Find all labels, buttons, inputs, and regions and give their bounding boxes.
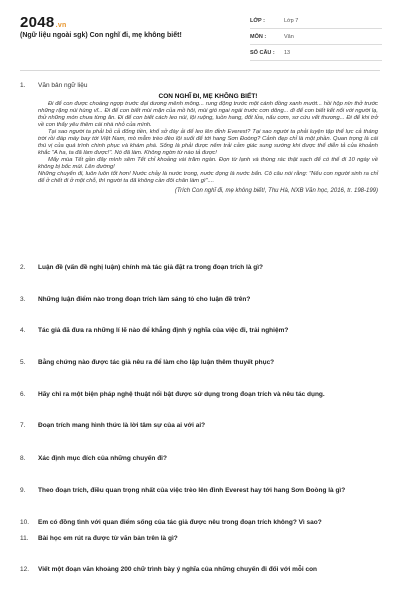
question-text: Xác định mục đích của những chuyến đi? bbox=[38, 455, 167, 462]
header-divider bbox=[20, 70, 380, 71]
section-label: Văn bản ngữ liệu bbox=[38, 82, 88, 89]
meta-value: Lớp 7 bbox=[284, 17, 299, 24]
meta-count-row bbox=[250, 45, 382, 61]
question-text: Em có đồng tình với quan điểm sống của tác giả được nêu trong đoạn trích không? Vì sao? bbox=[38, 519, 322, 526]
meta-value: 13 bbox=[284, 49, 291, 56]
question-text: Hãy chỉ ra một biện pháp nghệ thuật nổi bật được sử dụng trong đoạn trích và nêu tác dụng. bbox=[38, 391, 325, 398]
passage-title: CON NGHĨ ĐI, MẸ KHÔNG BIẾT! bbox=[158, 93, 258, 100]
question-text: Tác giả đã đưa ra những lí lẽ nào để khẳng định ý nghĩa của việc đi, trải nghiệm? bbox=[38, 327, 289, 334]
meta-label: MÔN : bbox=[250, 33, 267, 40]
meta-label: LỚP : bbox=[250, 17, 265, 24]
document-title: (Ngữ liệu ngoài sgk) Con nghĩ đi, mẹ không biết! bbox=[20, 32, 182, 39]
passage-paragraph: Đi để con được choáng ngợp trước đại dương mênh mông... rung động trước một cánh đồng xanh mướt... hồi hộp nín thở trước những rặng núi hùng vĩ... Đi để con biết mùi mặn của mồ hôi, mùi gió ngai ngái trước cơn dông... đi để con biết kết nối với người lạ, thử những món chưa từng ăn. Đi để con biết cách leo núi, lội ruộng, luồn hang, đốt lửa, nấu cơm, sơ cứu vết thương... Đi để khi trở về con thấy yêu thêm cái nhà nhỏ của mình. bbox=[38, 101, 378, 128]
question-text: Đoạn trích mang hình thức là lời tâm sự của ai với ai? bbox=[38, 422, 206, 429]
question-number: 1. bbox=[20, 82, 26, 89]
question-text: Bài học em rút ra được từ văn bản trên là gì? bbox=[38, 535, 178, 542]
meta-class-row bbox=[250, 13, 382, 29]
meta-label: SỐ CÂU : bbox=[250, 49, 275, 56]
question-number: 4. bbox=[20, 327, 26, 334]
question-number: 8. bbox=[20, 455, 26, 462]
logo-suffix: .vn bbox=[55, 22, 67, 29]
question-text: Viết một đoạn văn khoảng 200 chữ trình bày ý nghĩa của những chuyến đi đối với mỗi con bbox=[38, 566, 318, 573]
question-number: 2. bbox=[20, 264, 26, 271]
passage-paragraph: Tại sao người ta phải bỏ cả đống tiền, khổ sở đày ải để leo lên đỉnh Everest? Tại sao người ta phải luyện tập thể lực cả tháng trời rồi đáp máy bay tới Việt Nam, mò mẫm trèo đèo lội suối để tới hang Sơn Đoòng? Cảnh đẹp chỉ là một phần. Quan trọng là cái thú vị của quá trình chinh phục và khám phá. Sống là phải được nếm trải cảm giác sung sướng khi được thể diễn tả của khoảnh khắc "A ha, ta đã làm được!". Nó đã làm. Không ngờn từ nào tả được! bbox=[38, 129, 378, 156]
question-number: 3. bbox=[20, 296, 26, 303]
question-number: 11. bbox=[20, 535, 29, 542]
passage-paragraph: Mấy mùa Tết gần đây mình sẽm Tết chỉ khoảng vài trăm ngàn. Đọn từ lạnh và thùng rác thật sạch để có thể đi 10 ngày về không bị bốc mùi. Lên đường! bbox=[38, 157, 378, 170]
question-number: 7. bbox=[20, 422, 26, 429]
reading-passage bbox=[38, 90, 378, 194]
question-number: 5. bbox=[20, 359, 26, 366]
document-meta bbox=[250, 13, 382, 61]
question-number: 9. bbox=[20, 487, 26, 494]
passage-body bbox=[38, 101, 378, 185]
question-text: Những luận điểm nào trong đoạn trích làm sáng tỏ cho luận đề trên? bbox=[38, 296, 251, 303]
meta-value: Văn bbox=[284, 33, 294, 40]
page-header bbox=[0, 0, 400, 62]
question-number: 10. bbox=[20, 519, 30, 526]
logo-number: 2048 bbox=[20, 14, 55, 31]
site-logo[interactable] bbox=[20, 14, 67, 31]
question-text: Luận đề (vấn đề nghị luận) chính mà tác giả đặt ra trong đoạn trích là gì? bbox=[38, 264, 263, 271]
question-number: 12. bbox=[20, 566, 30, 573]
question-number: 6. bbox=[20, 391, 26, 398]
passage-paragraph: Những chuyến đi, luôn luôn tốt hơn! Nước chảy là nước trong, nước đọng là nước bẩn. Cô câu nói rằng: "Nếu con người sinh ra chỉ để ở chết đi ở một chỗ, thì người ta đã không cần đôi chân làm gì".... bbox=[38, 171, 378, 184]
passage-citation: (Trích Con nghĩ đi, mẹ không biết!, Thu Hà, NXB Văn học, 2016, tr. 198-199) bbox=[174, 188, 378, 194]
question-text: Theo đoạn trích, điều quan trọng nhất của việc trèo lên đỉnh Everest hay tới hang Sơn Đoòng là gì? bbox=[38, 487, 346, 494]
meta-subject-row bbox=[250, 29, 382, 45]
question-text: Bằng chứng nào được tác giả nêu ra để làm cho lập luận thêm thuyết phục? bbox=[38, 359, 275, 366]
